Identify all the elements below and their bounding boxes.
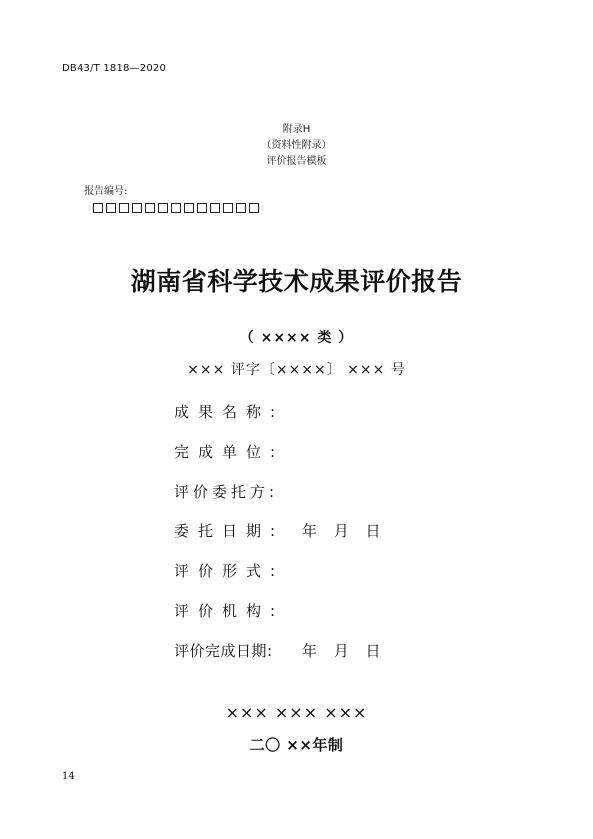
issuer: ××× ××× ××× bbox=[225, 703, 368, 722]
report-number-boxes bbox=[93, 203, 259, 213]
page-number: 14 bbox=[62, 771, 75, 782]
report-number-box bbox=[249, 203, 259, 213]
issue-year: 二〇 ××年制 bbox=[249, 736, 344, 754]
report-number-label: 报告编号: bbox=[84, 186, 128, 197]
commission-date-value: 年 月 日 bbox=[302, 522, 381, 540]
report-number-box bbox=[106, 203, 116, 213]
appendix-type: （资料性附录） bbox=[261, 140, 332, 151]
report-number-box bbox=[171, 203, 181, 213]
report-number-box bbox=[236, 203, 246, 213]
appendix-title: 附录H bbox=[282, 124, 311, 135]
completion-date-value: 年 月 日 bbox=[302, 642, 381, 660]
report-number-box bbox=[132, 203, 142, 213]
report-main-title: 湖南省科学技术成果评价报告 bbox=[130, 267, 463, 296]
field-evaluation-form: 评价形式: bbox=[174, 562, 285, 580]
reference-number: ××× 评字〔××××〕 ××× 号 bbox=[187, 362, 406, 378]
field-commissioning-party: 评价委托方: bbox=[174, 483, 279, 501]
field-commission-date: 委托日期: bbox=[174, 522, 285, 540]
report-number-box bbox=[93, 203, 103, 213]
report-category: （ ×××× 类 ） bbox=[239, 330, 354, 346]
field-completion-date: 评价完成日期: bbox=[174, 642, 273, 660]
report-number-box bbox=[197, 203, 207, 213]
field-evaluation-agency: 评价机构: bbox=[174, 602, 285, 620]
standard-code: DB43/T 1818—2020 bbox=[62, 63, 167, 74]
report-number-box bbox=[223, 203, 233, 213]
field-completing-unit: 完成单位: bbox=[174, 443, 285, 461]
report-number-box bbox=[145, 203, 155, 213]
report-number-box bbox=[158, 203, 168, 213]
field-achievement-name: 成果名称: bbox=[174, 403, 285, 421]
report-number-box bbox=[119, 203, 129, 213]
report-number-box bbox=[210, 203, 220, 213]
appendix-name: 评价报告模板 bbox=[266, 156, 327, 167]
report-number-box bbox=[184, 203, 194, 213]
